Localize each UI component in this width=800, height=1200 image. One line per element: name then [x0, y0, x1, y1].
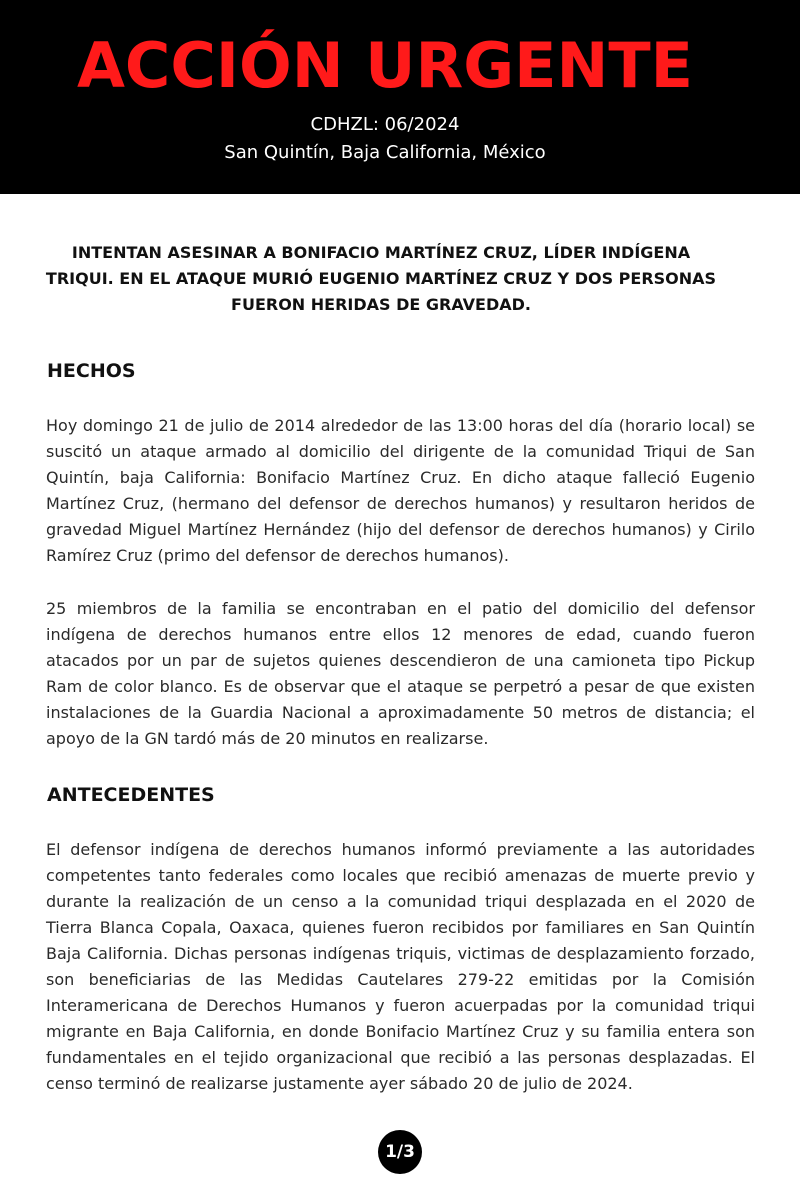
location-text: San Quintín, Baja California, México	[224, 142, 546, 163]
antecedentes-paragraph-1: El defensor indígena de derechos humanos informó previamente a las autoridades competentes tanto federales como locales que recibió amenazas de muerte previo y durante la realización de un censo a la comunidad triqui desplazada en el 2020 de Tierra Blanca Copala, Oaxaca, quienes fueron recibidos por familiares en San Quintín Baja California. Dichas personas indígenas triquis, victimas de desplazamiento forzado, son beneficiarias de las Medidas Cautelares 279-22 emitidas por la Comisión Interamericana de Derechos Humanos y fueron acuerpadas por la comunidad triqui migrante en Baja California, en donde Bonifacio Martínez Cruz y su familia entera son fundamentales en el tejido organizacional que recibió a las personas desplazadas. El censo terminó de realizarse justamente ayer sábado 20 de julio de 2024.	[46, 840, 755, 1093]
page-title: ACCIÓN URGENTE	[76, 29, 694, 102]
header-banner	[0, 0, 800, 194]
section-title-antecedentes: ANTECEDENTES	[47, 784, 215, 806]
page-indicator-badge: 1/3	[378, 1130, 422, 1174]
reference-code: CDHZL: 06/2024	[310, 114, 460, 135]
hechos-paragraph-2: 25 miembros de la familia se encontraban en el patio del domicilio del defensor indígena de derechos humanos entre ellos 12 menores de edad, cuando fueron atacados por un par de sujetos quienes descendieron de una camioneta tipo Pickup Ram de color blanco. Es de observar que el ataque se perpetró a pesar de que existen instalaciones de la Guardia Nacional a aproximadamente 50 metros de distancia; el apoyo de la GN tardó más de 20 minutos en realizarse.	[46, 599, 755, 748]
section-title-hechos: HECHOS	[47, 360, 136, 382]
hechos-paragraph-1: Hoy domingo 21 de julio de 2014 alrededor de las 13:00 horas del día (horario local) se suscitó un ataque armado al domicilio del dirigente de la comunidad Triqui de San Quintín, baja California: Bonifacio Martínez Cruz. En dicho ataque falleció Eugenio Martínez Cruz, (hermano del defensor de derechos humanos) y resultaron heridos de gravedad Miguel Martínez Hernández (hijo del defensor de derechos humanos) y Cirilo Ramírez Cruz (primo del defensor de derechos humanos).	[46, 416, 755, 565]
headline: INTENTAN ASESINAR A BONIFACIO MARTÍNEZ CRUZ, LÍDER INDÍGENA TRIQUI. EN EL ATAQUE MURIÓ EUGENIO MARTÍNEZ CRUZ Y DOS PERSONAS FUERON HERIDAS DE GRAVEDAD.	[45, 243, 717, 314]
